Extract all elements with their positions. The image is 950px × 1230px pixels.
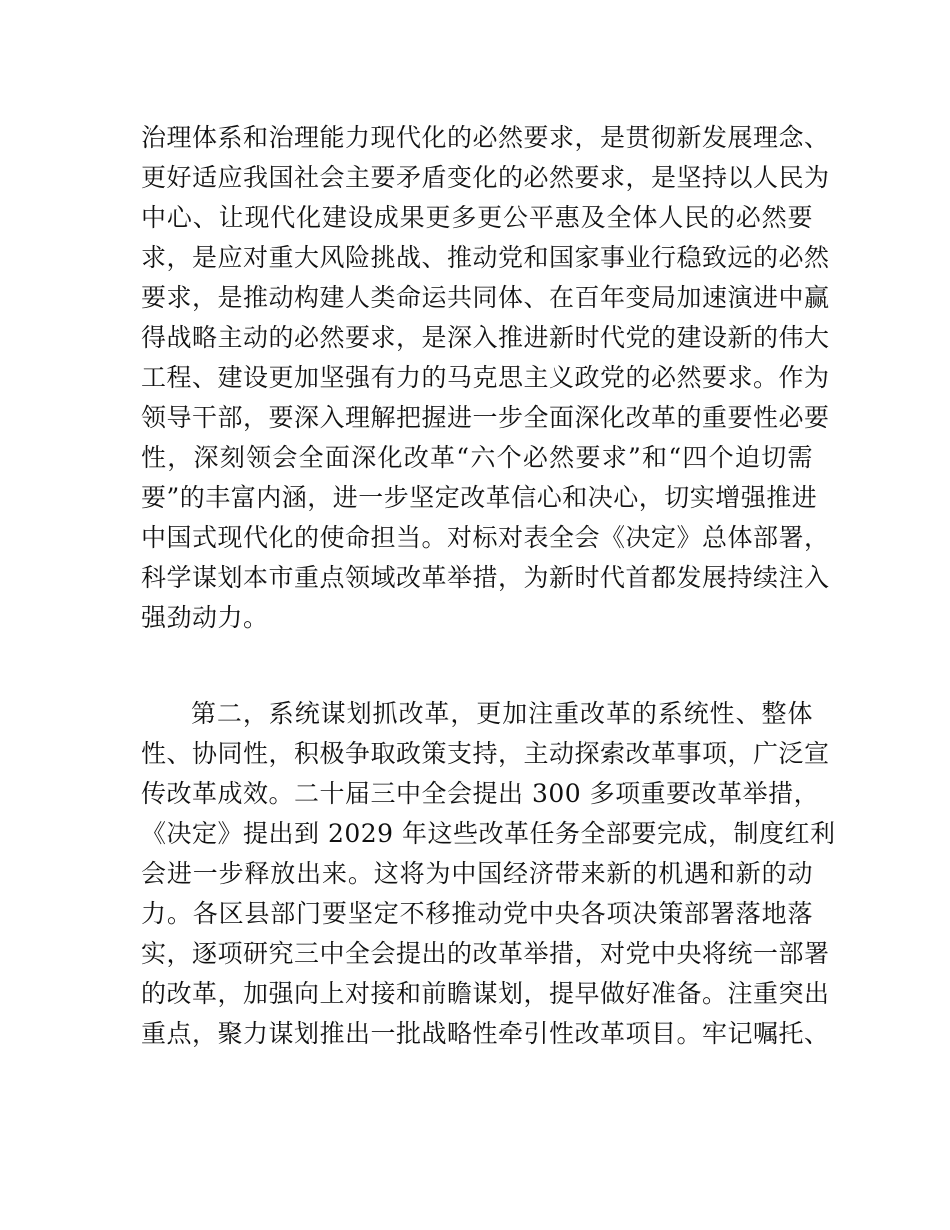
paragraph-2-line-5: 会进一步释放出来。这将为中国经济带来新的机遇和新的动 <box>141 859 813 888</box>
paragraph-2-line-6: 力。各区县部门要坚定不移推动党中央各项决策部署落地落 <box>141 899 813 928</box>
paragraph-1-line-12: 科学谋划本市重点领域改革举措，为新时代首都发展持续注入 <box>141 563 830 592</box>
paragraph-2-line-9: 重点，聚力谋划推出一批战略性牵引性改革项目。牢记嘱托、 <box>141 1019 830 1048</box>
paragraph-1-line-4: 求，是应对重大风险挑战、推动党和国家事业行稳致远的必然 <box>141 243 830 272</box>
paragraph-1-line-6: 得战略主动的必然要求，是深入推进新时代党的建设新的伟大 <box>141 323 830 352</box>
paragraph-2-line-8: 的改革，加强向上对接和前瞻谋划，提早做好准备。注重突出 <box>141 979 830 1008</box>
paragraph-1-line-1: 治理体系和治理能力现代化的必然要求，是贯彻新发展理念、 <box>141 123 830 152</box>
paragraph-1-line-2: 更好适应我国社会主要矛盾变化的必然要求，是坚持以人民为 <box>141 163 830 192</box>
paragraph-2-line-4: 《决定》提出到 2029 年这些改革任务全部要完成，制度红利 <box>141 819 836 848</box>
paragraph-1-line-7: 工程、建设更加坚强有力的马克思主义政党的必然要求。作为 <box>141 363 830 392</box>
paragraph-1-line-5: 要求，是推动构建人类命运共同体、在百年变局加速演进中赢 <box>141 283 830 312</box>
paragraph-1-line-8: 领导干部，要深入理解把握进一步全面深化改革的重要性必要 <box>141 403 830 432</box>
paragraph-1-line-3: 中心、让现代化建设成果更多更公平惠及全体人民的必然要 <box>141 203 813 232</box>
paragraph-2-line-7: 实，逐项研究三中全会提出的改革举措，对党中央将统一部署 <box>141 939 830 968</box>
paragraph-2-line-3: 传改革成效。二十届三中全会提出 300 多项重要改革举措， <box>141 779 820 808</box>
paragraph-2-line-2: 性、协同性，积极争取政策支持，主动探索改革事项，广泛宣 <box>141 739 830 768</box>
paragraph-1-line-13: 强劲动力。 <box>141 603 269 632</box>
paragraph-1-line-11: 中国式现代化的使命担当。对标对表全会《决定》总体部署， <box>141 523 830 552</box>
paragraph-2-line-1: 第二，系统谋划抓改革，更加注重改革的系统性、整体 <box>191 699 813 728</box>
paragraph-1-line-10: 要”的丰富内涵，进一步坚定改革信心和决心，切实增强推进 <box>141 483 818 512</box>
paragraph-1-line-9: 性，深刻领会全面深化改革“六个必然要求”和“四个迫切需 <box>141 443 813 472</box>
